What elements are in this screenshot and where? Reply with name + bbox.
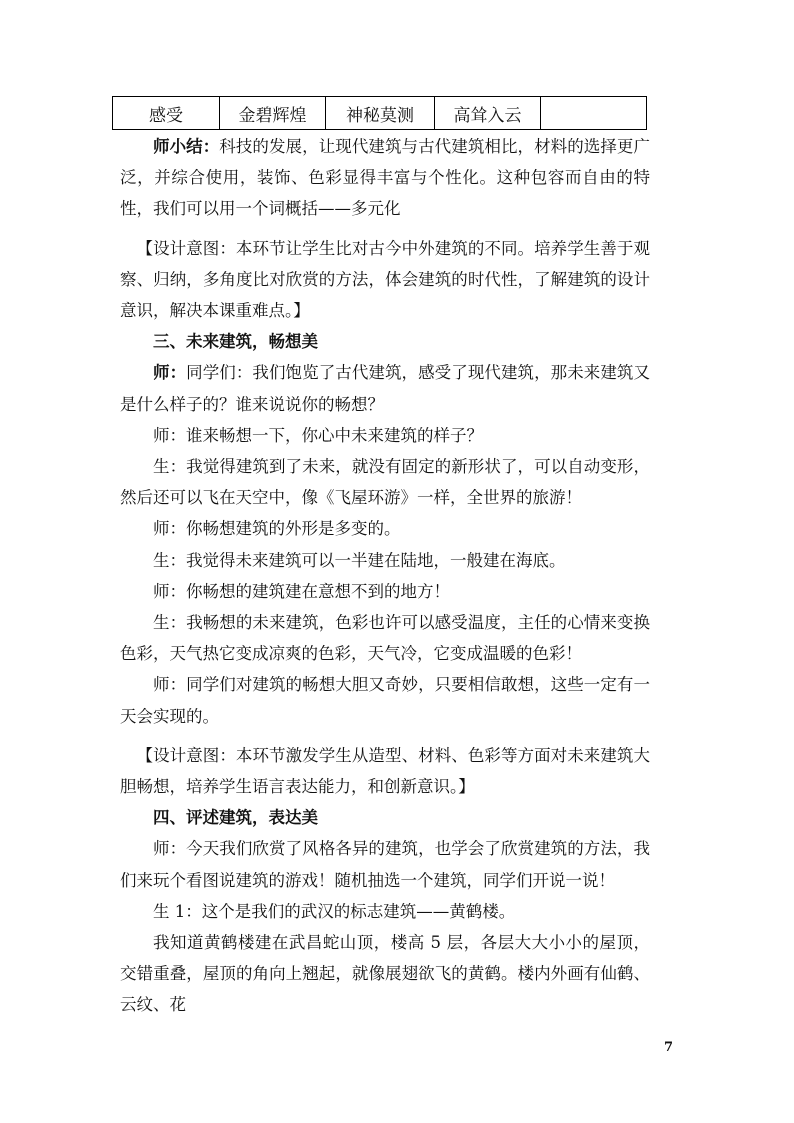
body-text — [120, 131, 650, 1021]
dialogue-line: 师：同学们对建筑的畅想大胆又奇妙，只要相信敢想，这些一定有一天会实现的。 — [120, 675, 650, 726]
dialogue-line: 我知道黄鹤楼建在武昌蛇山顶，楼高 5 层，各层大大小小的屋顶，交错重叠，屋顶的角向上翘起，就像展翅欲飞的黄鹤。楼内外画有仙鹤、云纹、花 — [120, 933, 650, 1015]
table-cell — [541, 97, 647, 130]
dialogue-line: 师：你畅想的建筑建在意想不到的地方！ — [153, 581, 450, 601]
dialogue-line: 师：今天我们欣赏了风格各异的建筑，也学会了欣赏建筑的方法，我们来玩个看图说建筑的游戏！随机抽选一个建筑，同学们开说一说！ — [120, 839, 650, 890]
page-number: 7 — [664, 1040, 674, 1055]
comparison-table — [112, 96, 647, 130]
design-intent-paragraph: 【设计意图：本环节让学生比对古今中外建筑的不同。培养学生善于观察、归纳，多角度比对欣赏的方法，体会建筑的时代性，了解建筑的设计意识，解决本课重难点。】 — [120, 238, 650, 321]
dialogue-line: 生：我觉得建筑到了未来，就没有固定的新形状了，可以自动变形，然后还可以飞在天空中，像《飞屋环游》一样，全世界的旅游！ — [120, 457, 650, 508]
table-cell: 高耸入云 — [435, 97, 541, 130]
teacher-label: 师： — [153, 363, 187, 383]
table-cell: 感受 — [113, 97, 220, 130]
design-intent-paragraph: 【设计意图：本环节激发学生从造型、材料、色彩等方面对未来建筑大胆畅想，培养学生语言表达能力，和创新意识。】 — [120, 745, 650, 797]
teacher-question-text: 同学们：我们饱览了古代建筑，感受了现代建筑，那未来建筑又是什么样子的？谁来说说你的畅想？ — [120, 363, 651, 414]
dialogue-line: 师：谁来畅想一下，你心中未来建筑的样子？ — [153, 425, 483, 445]
table-cell: 神秘莫测 — [326, 97, 435, 130]
section-heading-future: 三、未来建筑，畅想美 — [153, 332, 318, 352]
teacher-summary-label: 师小结： — [153, 137, 220, 156]
table-row — [113, 97, 647, 130]
dialogue-line: 生：我畅想的未来建筑，色彩也许可以感受温度，主任的心情来变换色彩，天气热它变成凉爽的色彩，天气冷，它变成温暖的色彩！ — [120, 613, 650, 664]
dialogue-line: 生 1：这个是我们的武汉的标志建筑——黄鹤楼。 — [153, 901, 516, 921]
dialogue-line: 师：你畅想建筑的外形是多变的。 — [153, 519, 401, 539]
teacher-summary-text: 科技的发展，让现代建筑与古代建筑相比，材料的选择更广泛，并综合使用，装饰、色彩显得丰富与个性化。这种包容而自由的特性，我们可以用一个词概括——多元化 — [120, 137, 651, 219]
section-heading-review: 四、评述建筑，表达美 — [153, 808, 318, 828]
teacher-question-paragraph — [120, 357, 650, 419]
dialogue-line: 生：我觉得未来建筑可以一半建在陆地，一般建在海底。 — [153, 550, 566, 570]
table-cell: 金碧辉煌 — [220, 97, 326, 130]
teacher-summary-paragraph — [120, 131, 650, 225]
